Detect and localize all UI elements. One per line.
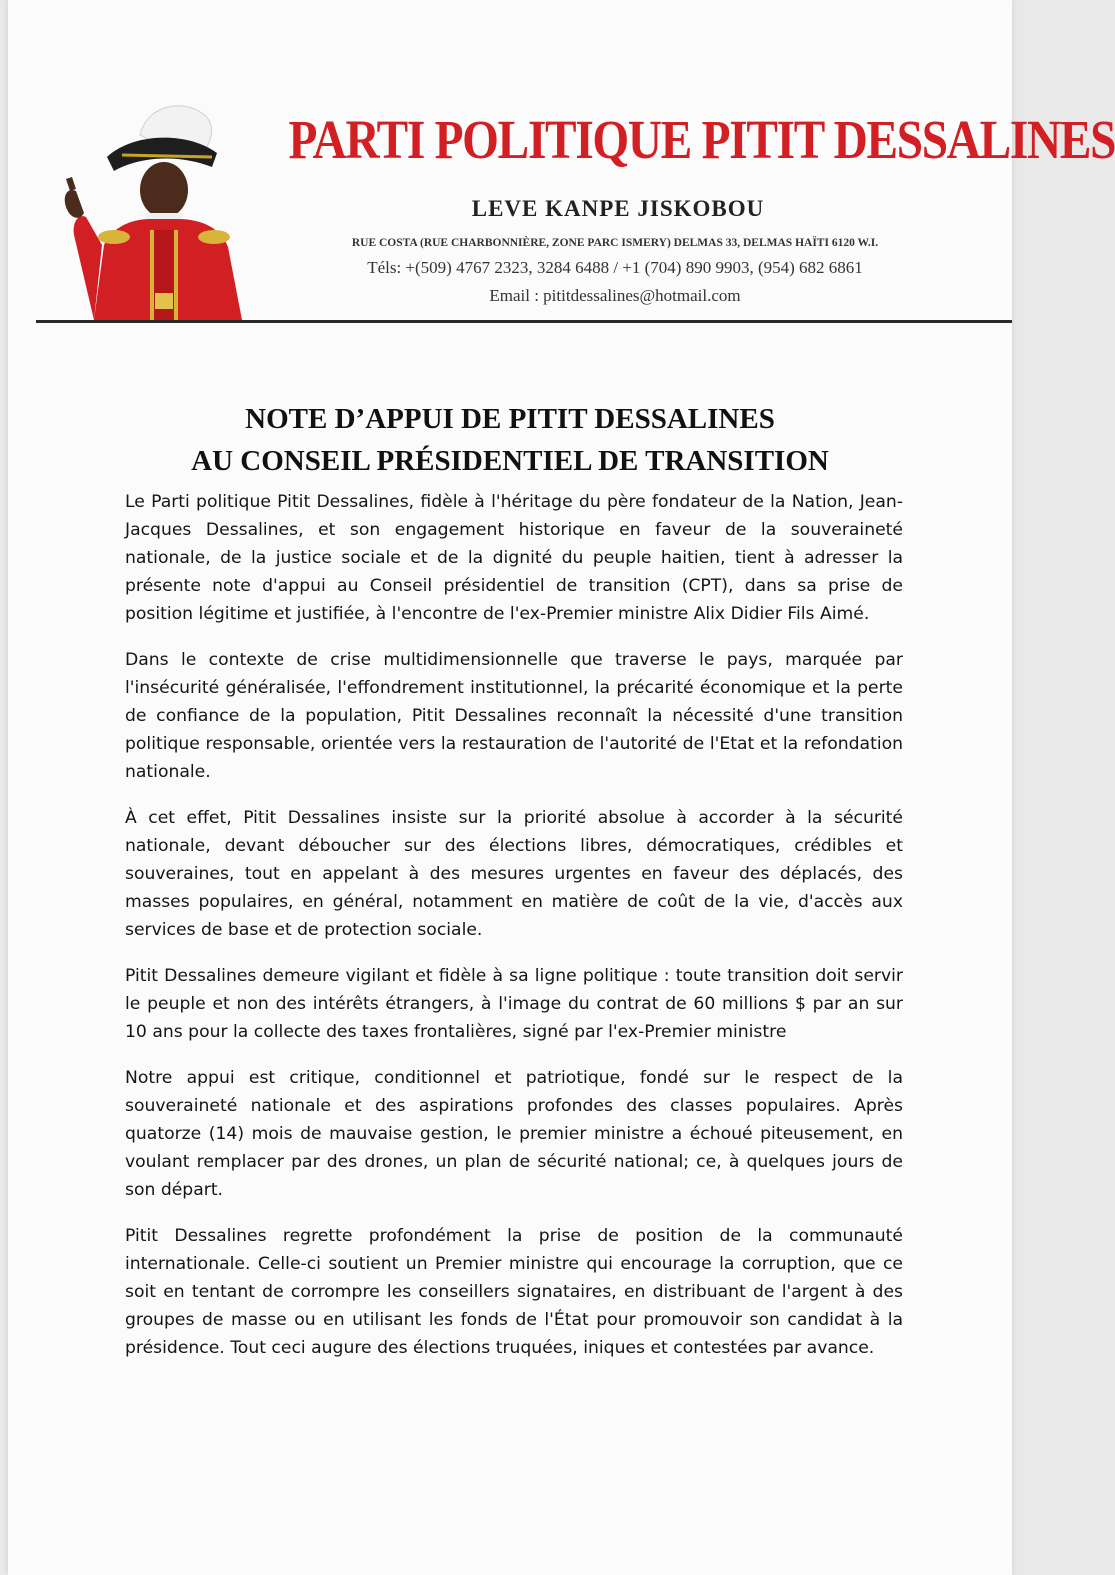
dessalines-portrait (52, 95, 267, 320)
paragraph-6: Pitit Dessalines regrette profondément la prise de position de la communauté internationale. Celle-ci soutient un Premier ministre qui encourage la corruption, que ce soit en tentant de corrompre les conseillers signataires, en distribuant de l'argent à des groupes de masse ou en utilisant les fonds de l'État pour promouvoir son candidat à la présidence. Tout ceci augure des élections truquées, iniques et contestées par avance. (125, 1226, 903, 1358)
party-slogan: LEVE KANPE JISKOBOU (471, 196, 765, 221)
paragraph-2: Dans le contexte de crise multidimensionnelle que traverse le pays, marquée par l'insécurité généralisée, l'effondrement institutionnel, la précarité économique et la perte de confiance de la population, Pitit Dessalines reconnaît la nécessité d'une transition politique responsable, orientée vers la restauration de l'autorité de l'Etat et la refondation nationale. (125, 650, 903, 782)
party-address: RUE COSTA (RUE CHARBONNIÈRE, ZONE PARC ISMERY) DELMAS 33, DELMAS HAÏTI 6120 W.I. (351, 237, 879, 249)
document-title (8, 398, 1012, 482)
paragraph-3: À cet effet, Pitit Dessalines insiste sur la priorité absolue à accorder à la sécurité nationale, devant déboucher sur des élections libres, démocratiques, crédibles et souveraines, tout en appelant à des mesures urgentes en faveur des déplacés, des masses populaires, en général, notamment en matière de coût de la vie, d'accès aux services de base et de protection sociale. (125, 808, 903, 940)
party-name: PARTI POLITIQUE PITIT DESSALINES (288, 109, 1115, 170)
title-line-1: NOTE D’APPUI DE PITIT DESSALINES (245, 403, 775, 435)
paragraph-4: Pitit Dessalines demeure vigilant et fidèle à sa ligne politique : toute transition doit servir le peuple et non des intérêts étrangers, à l'image du contrat de 60 millions $ par an sur 10 ans pour la collecte des taxes frontalières, signé par l'ex-Premier ministre (125, 966, 903, 1042)
header-divider (36, 320, 1012, 323)
party-phones: Téls: +(509) 4767 2323, 3284 6488 / +1 (704) 890 9903, (954) 682 6861 (367, 258, 863, 277)
document-body (125, 488, 903, 1380)
paragraph-1: Le Parti politique Pitit Dessalines, fidèle à l'héritage du père fondateur de la Nation, Jean-Jacques Dessalines, et son engagement historique en faveur de la souveraineté nationale, de la justice sociale et de la dignité du peuple haitien, tient à adresser la présente note d'appui au Conseil présidentiel de transition (CPT), dans sa prise de position légitime et justifiée, à l'encontre de l'ex-Premier ministre Alix Didier Fils Aimé. (125, 492, 903, 624)
document-page (8, 0, 1115, 1575)
party-email: Email : pititdessalines@hotmail.com (489, 286, 741, 305)
paragraph-5: Notre appui est critique, conditionnel et patriotique, fondé sur le respect de la souveraineté nationale et des aspirations profondes des classes populaires. Après quatorze (14) mois de mauvaise gestion, le premier ministre a échoué piteusement, en voulant remplacer par des drones, un plan de sécurité national; ce, à quelques jours de son départ. (125, 1068, 903, 1200)
letterhead (8, 0, 1115, 330)
title-line-2: AU CONSEIL PRÉSIDENTIEL DE TRANSITION (191, 445, 829, 477)
